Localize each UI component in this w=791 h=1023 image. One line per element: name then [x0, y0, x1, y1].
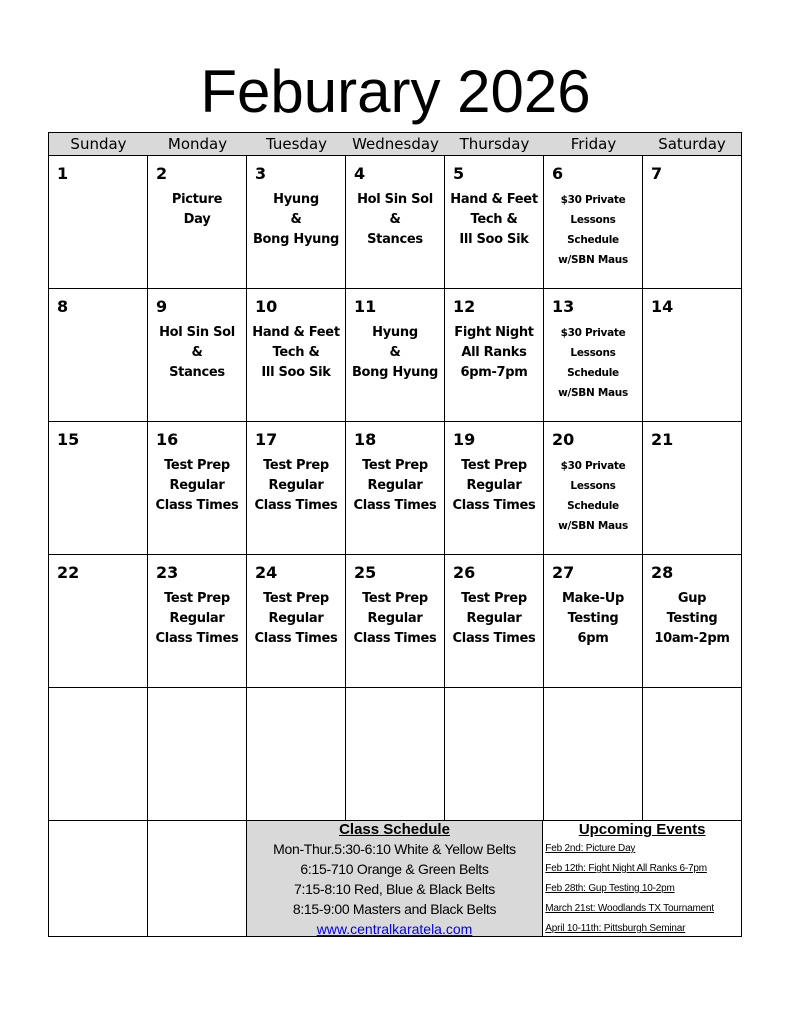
- day-cell: [49, 422, 148, 554]
- event-line: All Ranks: [461, 345, 527, 360]
- calendar-title: Feburary 2026: [200, 58, 591, 125]
- event-line: Make-Up: [562, 591, 624, 606]
- event-line: Day: [183, 212, 211, 227]
- event-line: Regular: [466, 611, 522, 626]
- day-number: 13: [552, 297, 575, 316]
- weekday-label: Thursday: [459, 135, 530, 153]
- day-cell: [247, 688, 346, 820]
- day-cell: [346, 156, 445, 288]
- day-cell: [346, 688, 445, 820]
- day-number: 21: [651, 430, 674, 449]
- event-line: Test Prep: [461, 591, 527, 606]
- day-number: 24: [255, 563, 278, 582]
- event-line: Class Times: [452, 631, 536, 646]
- event-line: Hand & Feet: [252, 325, 340, 340]
- day-event: [346, 456, 444, 516]
- event-line: 10am-2pm: [654, 631, 730, 646]
- day-cell: [49, 289, 148, 421]
- event-line: Test Prep: [263, 591, 329, 606]
- week-row: [49, 156, 741, 289]
- day-number: 12: [453, 297, 476, 316]
- day-cell: [148, 688, 247, 820]
- week-row: [49, 555, 741, 688]
- event-line: Hand & Feet: [450, 192, 538, 207]
- day-number: 11: [354, 297, 377, 316]
- event-line: Class Times: [254, 498, 338, 513]
- event-line: Tech &: [272, 345, 320, 360]
- event-line: Test Prep: [164, 458, 230, 473]
- day-cell: [148, 555, 247, 687]
- day-cell: [544, 688, 643, 820]
- week-row: [49, 688, 741, 821]
- event-line: Class Times: [452, 498, 536, 513]
- day-event: [445, 456, 543, 516]
- day-cell: [643, 156, 741, 288]
- event-line: Stances: [169, 365, 225, 380]
- event-line: Testing: [567, 611, 619, 626]
- day-number: 25: [354, 563, 377, 582]
- day-cell: [643, 555, 741, 687]
- event-line: Regular: [367, 611, 423, 626]
- schedule-line: 6:15-710 Orange & Green Belts: [300, 861, 489, 877]
- website-link[interactable]: www.centralkaratela.com: [316, 921, 473, 937]
- schedule-line: 8:15-9:00 Masters and Black Belts: [292, 901, 497, 917]
- day-cell: [346, 422, 445, 554]
- upcoming-events-title: Upcoming Events: [578, 821, 706, 838]
- event-item: Feb 2nd: Picture Day: [545, 843, 636, 854]
- event-line: $30 Private: [560, 194, 626, 206]
- event-line: Lessons: [570, 214, 616, 226]
- event-item: April 10-11th: Pittsburgh Seminar: [545, 923, 686, 934]
- event-line: $30 Private: [560, 460, 626, 472]
- event-line: Hyung: [372, 325, 418, 340]
- day-cell: [445, 422, 544, 554]
- event-line: &: [389, 345, 401, 360]
- day-event: [544, 190, 642, 270]
- event-line: $30 Private: [560, 327, 626, 339]
- day-cell: [247, 156, 346, 288]
- day-number: 19: [453, 430, 476, 449]
- event-line: Hyung: [273, 192, 319, 207]
- day-cell: [445, 289, 544, 421]
- weekday-label: Monday: [167, 135, 228, 153]
- event-line: Fight Night: [454, 325, 534, 340]
- day-number: 3: [255, 164, 267, 183]
- day-cell: [346, 289, 445, 421]
- day-number: 8: [57, 297, 69, 316]
- day-event: [247, 589, 345, 649]
- day-event: [148, 589, 246, 649]
- weekday-label: Tuesday: [265, 135, 328, 153]
- day-event: [445, 190, 543, 250]
- event-line: Tech &: [470, 212, 518, 227]
- event-line: 6pm: [577, 631, 609, 646]
- event-line: Test Prep: [461, 458, 527, 473]
- event-line: Ill Soo Sik: [261, 365, 331, 380]
- weeks-container: [49, 156, 741, 821]
- event-line: Gup: [677, 591, 707, 606]
- day-cell: [643, 422, 741, 554]
- day-cell: [544, 555, 643, 687]
- event-line: Regular: [169, 611, 225, 626]
- event-line: Class Times: [254, 631, 338, 646]
- week-row: [49, 289, 741, 422]
- day-number: 14: [651, 297, 674, 316]
- day-cell: [49, 555, 148, 687]
- weekday-label: Saturday: [658, 135, 726, 153]
- day-number: 20: [552, 430, 575, 449]
- day-event: [445, 323, 543, 383]
- day-event: [544, 589, 642, 649]
- calendar-grid: [48, 132, 742, 937]
- day-number: 28: [651, 563, 674, 582]
- event-line: w/SBN Maus: [558, 387, 628, 399]
- day-number: 17: [255, 430, 278, 449]
- day-cell: [544, 422, 643, 554]
- class-schedule-title: Class Schedule: [339, 821, 450, 838]
- day-event: [148, 456, 246, 516]
- day-cell: [49, 688, 148, 820]
- event-line: Test Prep: [362, 591, 428, 606]
- day-event: [148, 323, 246, 383]
- event-line: &: [389, 212, 401, 227]
- day-number: 5: [453, 164, 465, 183]
- day-cell: [445, 156, 544, 288]
- day-cell: [148, 156, 247, 288]
- weekday-header: [49, 133, 741, 156]
- day-cell: [643, 289, 741, 421]
- day-event: [544, 456, 642, 536]
- event-line: Class Times: [155, 631, 239, 646]
- event-line: Bong Hyung: [252, 232, 340, 247]
- event-line: Schedule: [567, 367, 619, 379]
- day-cell: [346, 555, 445, 687]
- empty-cell: [148, 821, 247, 936]
- event-line: Regular: [268, 611, 324, 626]
- event-line: 6pm-7pm: [460, 365, 528, 380]
- schedule-line: 7:15-8:10 Red, Blue & Black Belts: [294, 881, 495, 897]
- day-cell: [643, 688, 741, 820]
- day-cell: [544, 289, 643, 421]
- day-number: 16: [156, 430, 179, 449]
- event-line: Hol Sin Sol: [159, 325, 235, 340]
- event-line: Regular: [169, 478, 225, 493]
- day-cell: [148, 422, 247, 554]
- day-number: 4: [354, 164, 366, 183]
- event-line: Test Prep: [164, 591, 230, 606]
- event-line: w/SBN Maus: [558, 254, 628, 266]
- event-line: Class Times: [353, 631, 437, 646]
- weekday-label: Wednesday: [352, 135, 439, 153]
- day-event: [346, 190, 444, 250]
- event-item: Feb 12th: Fight Night All Ranks 6-7pm: [545, 863, 707, 874]
- event-line: Schedule: [567, 234, 619, 246]
- day-number: 26: [453, 563, 476, 582]
- day-number: 7: [651, 164, 663, 183]
- day-event: [544, 323, 642, 403]
- day-number: 22: [57, 563, 80, 582]
- footer-row: [49, 821, 741, 936]
- event-line: Picture: [171, 192, 223, 207]
- day-cell: [148, 289, 247, 421]
- event-line: Test Prep: [263, 458, 329, 473]
- day-cell: [544, 156, 643, 288]
- event-line: Schedule: [567, 500, 619, 512]
- schedule-line: Mon-Thur.5:30-6:10 White & Yellow Belts: [273, 841, 516, 857]
- event-line: Regular: [367, 478, 423, 493]
- event-line: Regular: [268, 478, 324, 493]
- day-number: 2: [156, 164, 168, 183]
- event-line: &: [191, 345, 203, 360]
- event-item: March 21st: Woodlands TX Tournament: [545, 903, 714, 914]
- empty-cell: [49, 821, 148, 936]
- day-event: [346, 589, 444, 649]
- day-event: [247, 456, 345, 516]
- day-event: [643, 589, 741, 649]
- event-line: Test Prep: [362, 458, 428, 473]
- weekday-label: Friday: [570, 135, 617, 153]
- day-cell: [445, 688, 544, 820]
- day-cell: [247, 555, 346, 687]
- event-line: Regular: [466, 478, 522, 493]
- day-number: 6: [552, 164, 564, 183]
- day-cell: [247, 289, 346, 421]
- event-line: Ill Soo Sik: [459, 232, 529, 247]
- event-line: w/SBN Maus: [558, 520, 628, 532]
- day-number: 1: [57, 164, 69, 183]
- day-event: [346, 323, 444, 383]
- day-event: [148, 190, 246, 230]
- event-line: Lessons: [570, 480, 616, 492]
- day-event: [445, 589, 543, 649]
- event-line: Lessons: [570, 347, 616, 359]
- day-event: [247, 190, 345, 250]
- event-line: Class Times: [353, 498, 437, 513]
- class-schedule-box: [247, 821, 544, 936]
- day-cell: [445, 555, 544, 687]
- weekday-label: Sunday: [70, 135, 127, 153]
- day-number: 27: [552, 563, 575, 582]
- event-line: Hol Sin Sol: [357, 192, 433, 207]
- event-line: Class Times: [155, 498, 239, 513]
- event-line: Bong Hyung: [351, 365, 439, 380]
- upcoming-events-box: [543, 821, 741, 936]
- event-line: Testing: [666, 611, 718, 626]
- event-item: Feb 28th: Gup Testing 10-2pm: [545, 883, 675, 894]
- day-event: [247, 323, 345, 383]
- day-cell: [247, 422, 346, 554]
- event-line: Stances: [367, 232, 423, 247]
- day-number: 10: [255, 297, 278, 316]
- day-number: 9: [156, 297, 168, 316]
- day-number: 15: [57, 430, 80, 449]
- week-row: [49, 422, 741, 555]
- day-cell: [49, 156, 148, 288]
- day-number: 23: [156, 563, 179, 582]
- day-number: 18: [354, 430, 377, 449]
- event-line: &: [290, 212, 302, 227]
